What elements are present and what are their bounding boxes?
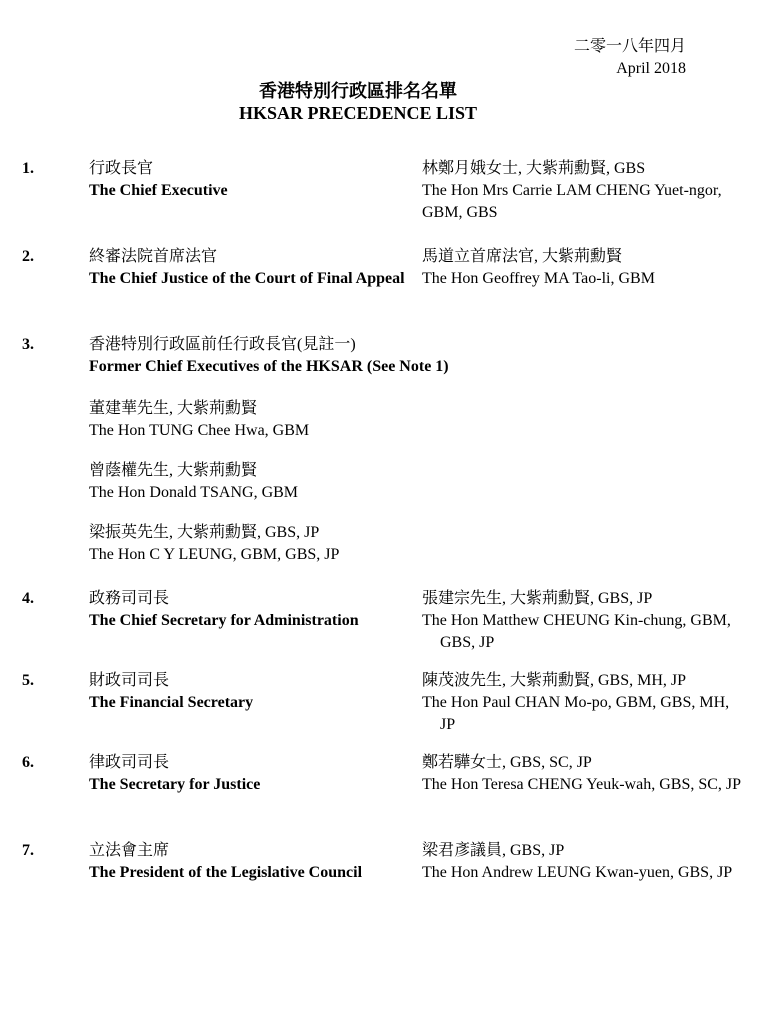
office-english: The Secretary for Justice: [89, 776, 261, 793]
office-chinese: 行政長官: [89, 160, 154, 177]
holder-english: The Hon Matthew CHEUNG Kin-chung, GBM, GBS, JP: [422, 612, 731, 651]
office-holder: [422, 246, 747, 290]
holder-chinese: 陳茂波先生, 大紫荊勳賢, GBS, MH, JP: [422, 672, 687, 689]
holder-chinese: 馬道立首席法官, 大紫荊勳賢: [422, 248, 623, 265]
office: [89, 588, 414, 632]
holder-english: The Hon Geoffrey MA Tao-li, GBM: [422, 270, 655, 287]
former-name-chinese: 梁振英先生, 大紫荊勳賢, GBS, JP: [89, 524, 320, 541]
office-chinese: 政務司司長: [89, 590, 170, 607]
date-chinese: 二零一八年四月: [573, 38, 686, 55]
office-english: Former Chief Executives of the HKSAR (See Note 1): [89, 358, 449, 375]
office: [89, 752, 414, 796]
entry-number: 5.: [22, 672, 34, 689]
former-name-english: The Hon TUNG Chee Hwa, GBM: [89, 422, 310, 439]
entry-number: 2.: [22, 248, 34, 265]
holder-chinese: 鄭若驊女士, GBS, SC, JP: [422, 754, 592, 771]
date-english: April 2018: [616, 60, 686, 77]
former-chief-executive-3: [89, 522, 489, 566]
document-date: [574, 36, 686, 80]
holder-english: The Hon Andrew LEUNG Kwan-yuen, GBS, JP: [422, 864, 733, 881]
holder-english: The Hon Paul CHAN Mo-po, GBM, GBS, MH, JP: [422, 694, 730, 733]
document-title: [0, 80, 716, 124]
office: [89, 246, 414, 290]
entry-number: 3.: [22, 336, 34, 353]
office-chinese: 立法會主席: [89, 842, 170, 859]
office: [89, 158, 414, 202]
holder-chinese: 梁君彥議員, GBS, JP: [422, 842, 565, 859]
office-holder: [422, 752, 747, 796]
office-english: The Chief Executive: [89, 182, 228, 199]
holder-chinese: 張建宗先生, 大紫荊勳賢, GBS, JP: [422, 590, 653, 607]
holder-chinese: 林鄭月娥女士, 大紫荊勳賢, GBS: [422, 160, 646, 177]
office-english: The Chief Justice of the Court of Final Appeal: [89, 270, 405, 287]
office-chinese: 財政司司長: [89, 672, 170, 689]
entry-number: 1.: [22, 160, 34, 177]
former-name-english: The Hon C Y LEUNG, GBM, GBS, JP: [89, 546, 340, 563]
former-chief-executive-1: [89, 398, 489, 442]
office-chinese: 終審法院首席法官: [89, 248, 218, 265]
office-english: The Financial Secretary: [89, 694, 254, 711]
office-holder: [422, 670, 747, 736]
office-holder: [422, 158, 747, 224]
office: [89, 670, 414, 714]
holder-english: The Hon Mrs Carrie LAM CHENG Yuet-ngor, GBM, GBS: [422, 182, 722, 221]
entry-number: 4.: [22, 590, 34, 607]
office-holder: [422, 840, 747, 884]
title-chinese: 香港特別行政區排名名單: [259, 81, 457, 101]
office-chinese: 香港特別行政區前任行政長官(見註一): [89, 336, 356, 353]
former-name-chinese: 曾蔭權先生, 大紫荊勳賢: [89, 462, 258, 479]
office-english: The President of the Legislative Council: [89, 864, 363, 881]
entry-number: 7.: [22, 842, 34, 859]
office-english: The Chief Secretary for Administration: [89, 612, 359, 629]
office-holder: [422, 588, 747, 654]
former-chief-executive-2: [89, 460, 489, 504]
holder-english: The Hon Teresa CHENG Yeuk-wah, GBS, SC, JP: [422, 776, 742, 793]
office: [89, 334, 589, 378]
entry-number: 6.: [22, 754, 34, 771]
office-chinese: 律政司司長: [89, 754, 170, 771]
title-english: HKSAR PRECEDENCE LIST: [238, 103, 478, 123]
office: [89, 840, 414, 884]
former-name-english: The Hon Donald TSANG, GBM: [89, 484, 299, 501]
former-name-chinese: 董建華先生, 大紫荊勳賢: [89, 400, 258, 417]
